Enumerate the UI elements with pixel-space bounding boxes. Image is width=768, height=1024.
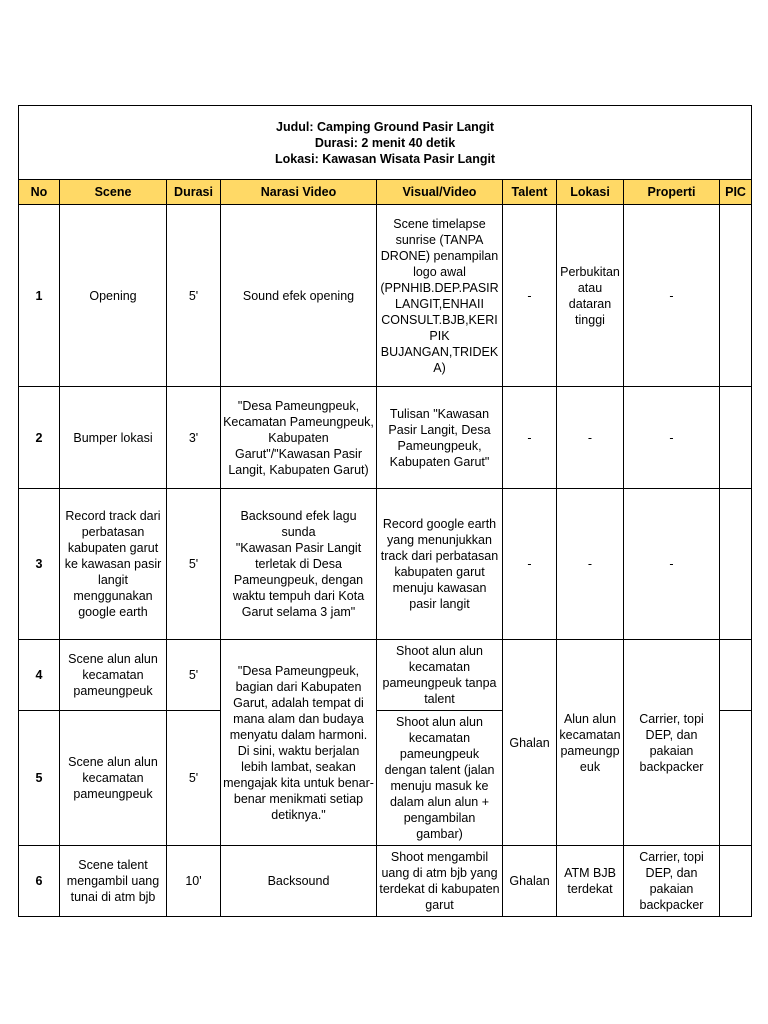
visual-cell: Shoot mengambil uang di atm bjb yang terdekat di kabupaten garut xyxy=(377,846,503,917)
properti-cell: Carrier, topi DEP, dan pakaian backpacker xyxy=(624,846,720,917)
row-number: 5 xyxy=(19,711,60,846)
lokasi-cell: - xyxy=(557,387,624,489)
table-row xyxy=(19,387,752,489)
properti-cell: - xyxy=(624,387,720,489)
pic-cell xyxy=(720,846,752,917)
document-header-row xyxy=(19,106,752,180)
table-row xyxy=(19,846,752,917)
table-row xyxy=(19,640,752,711)
column-header-scene: Scene xyxy=(60,180,167,205)
lokasi-cell: ATM BJB terdekat xyxy=(557,846,624,917)
column-header-talent: Talent xyxy=(503,180,557,205)
properti-cell: Carrier, topi DEP, dan pakaian backpacker xyxy=(624,640,720,846)
narasi-cell: Backsound efek lagu sunda "Kawasan Pasir Langit terletak di Desa Pameungpeuk, dengan waktu tempuh dari Kota Garut selama 3 jam" xyxy=(221,489,377,640)
lokasi-cell: - xyxy=(557,489,624,640)
column-header-narasi: Narasi Video xyxy=(221,180,377,205)
durasi-cell: 10' xyxy=(167,846,221,917)
talent-cell: Ghalan xyxy=(503,846,557,917)
visual-cell: Tulisan "Kawasan Pasir Langit, Desa Pameungpeuk, Kabupaten Garut" xyxy=(377,387,503,489)
durasi-cell: 5' xyxy=(167,205,221,387)
narasi-cell: Backsound xyxy=(221,846,377,917)
durasi-cell: 5' xyxy=(167,640,221,711)
talent-cell: Ghalan xyxy=(503,640,557,846)
column-header-properti: Properti xyxy=(624,180,720,205)
column-header-visual: Visual/Video xyxy=(377,180,503,205)
lokasi-cell: Perbukitan atau dataran tinggi xyxy=(557,205,624,387)
lokasi-line: Lokasi: Kawasan Wisata Pasir Langit xyxy=(275,151,496,166)
judul-line: Judul: Camping Ground Pasir Langit xyxy=(276,119,495,134)
table-row xyxy=(19,205,752,387)
talent-cell: - xyxy=(503,489,557,640)
pic-cell xyxy=(720,489,752,640)
talent-cell: - xyxy=(503,387,557,489)
durasi-cell: 3' xyxy=(167,387,221,489)
durasi-cell: 5' xyxy=(167,489,221,640)
row-number: 2 xyxy=(19,387,60,489)
pic-cell xyxy=(720,711,752,846)
narasi-cell: "Desa Pameungpeuk, Kecamatan Pameungpeuk, Kabupaten Garut"/"Kawasan Pasir Langit, Kabupaten Garut) xyxy=(221,387,377,489)
durasi-line: Durasi: 2 menit 40 detik xyxy=(314,135,456,150)
row-number: 6 xyxy=(19,846,60,917)
talent-cell: - xyxy=(503,205,557,387)
pic-cell xyxy=(720,205,752,387)
row-number: 1 xyxy=(19,205,60,387)
column-header-pic: PIC xyxy=(720,180,752,205)
scene-cell: Bumper lokasi xyxy=(60,387,167,489)
script-table xyxy=(18,105,752,917)
visual-cell: Scene timelapse sunrise (TANPA DRONE) penampilan logo awal (PPNHIB.DEP.PASIR LANGIT,ENHAII CONSULT.BJB,KERIPIK BUJANGAN,TRIDEKA) xyxy=(377,205,503,387)
properti-cell: - xyxy=(624,489,720,640)
pic-cell xyxy=(720,640,752,711)
column-header-durasi: Durasi xyxy=(167,180,221,205)
properti-cell: - xyxy=(624,205,720,387)
visual-cell: Record google earth yang menunjukkan track dari perbatasan kabupaten garut menuju kawasan pasir langit xyxy=(377,489,503,640)
durasi-cell: 5' xyxy=(167,711,221,846)
column-header-row xyxy=(19,180,752,205)
column-header-lokasi: Lokasi xyxy=(557,180,624,205)
scene-cell: Scene alun alun kecamatan pameungpeuk xyxy=(60,640,167,711)
row-number: 3 xyxy=(19,489,60,640)
narasi-cell: "Desa Pameungpeuk, bagian dari Kabupaten Garut, adalah tempat di mana alam dan budaya menyatu dalam harmoni. Di sini, waktu berjalan lebih lambat, seakan mengajak kita untuk benar-benar menikmati setiap detiknya." xyxy=(221,640,377,846)
scene-cell: Scene talent mengambil uang tunai di atm bjb xyxy=(60,846,167,917)
lokasi-cell: Alun alun kecamatan pameungpeuk xyxy=(557,640,624,846)
table-row xyxy=(19,489,752,640)
visual-cell: Shoot alun alun kecamatan pameungpeuk dengan talent (jalan menuju masuk ke dalam alun alun + pengambilan gambar) xyxy=(377,711,503,846)
scene-cell: Opening xyxy=(60,205,167,387)
document-header xyxy=(19,106,752,180)
column-header-no: No xyxy=(19,180,60,205)
row-number: 4 xyxy=(19,640,60,711)
scene-cell: Record track dari perbatasan kabupaten garut ke kawasan pasir langit menggunakan google earth xyxy=(60,489,167,640)
scene-cell: Scene alun alun kecamatan pameungpeuk xyxy=(60,711,167,846)
visual-cell: Shoot alun alun kecamatan pameungpeuk tanpa talent xyxy=(377,640,503,711)
narasi-cell: Sound efek opening xyxy=(221,205,377,387)
pic-cell xyxy=(720,387,752,489)
